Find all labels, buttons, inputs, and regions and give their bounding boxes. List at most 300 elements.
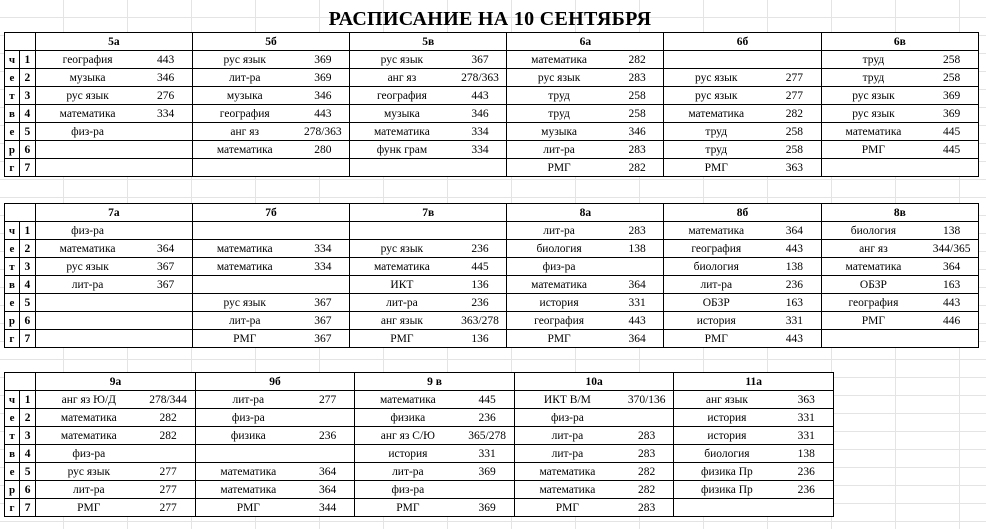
room-cell: 334	[139, 105, 192, 123]
room-cell: 277	[301, 391, 355, 409]
subject-cell: РМГ	[514, 499, 620, 517]
subject-cell: рус язык	[35, 87, 139, 105]
lesson-number: 1	[20, 391, 36, 409]
room-cell: 445	[460, 391, 514, 409]
subject-cell: рус язык	[664, 69, 768, 87]
subject-cell: история	[355, 445, 461, 463]
subject-cell: география	[821, 294, 925, 312]
subject-cell: биология	[664, 258, 768, 276]
subject-cell: лит-ра	[507, 141, 611, 159]
room-cell: 346	[454, 105, 507, 123]
lesson-number: 5	[19, 294, 35, 312]
subject-cell: рус язык	[192, 51, 296, 69]
subject-cell: история	[674, 409, 780, 427]
room-cell: 346	[611, 123, 664, 141]
room-cell: 236	[301, 427, 355, 445]
room-cell	[139, 330, 192, 348]
room-cell: 236	[454, 240, 507, 258]
room-cell: 258	[611, 105, 664, 123]
subject-cell: биология	[674, 445, 780, 463]
room-cell: 369	[925, 105, 978, 123]
room-cell: 236	[460, 409, 514, 427]
room-cell: 363	[768, 159, 821, 177]
subject-cell: ИКТ	[350, 276, 454, 294]
subject-cell: математика	[821, 123, 925, 141]
lesson-row	[5, 427, 834, 445]
class-header: 5б	[192, 33, 349, 51]
subject-cell: математика	[507, 51, 611, 69]
class-header: 11а	[674, 373, 834, 391]
class-header: 8в	[821, 204, 978, 222]
subject-cell: рус язык	[350, 240, 454, 258]
day-letter: р	[5, 141, 20, 159]
day-letter: т	[5, 427, 20, 445]
room-cell: 277	[768, 69, 821, 87]
subject-cell: биология	[507, 240, 611, 258]
subject-cell: математика	[35, 240, 139, 258]
subject-cell: лит-ра	[514, 427, 620, 445]
lesson-number: 2	[20, 409, 36, 427]
class-header: 6а	[507, 33, 664, 51]
room-cell: 282	[611, 51, 664, 69]
lesson-number: 7	[19, 159, 35, 177]
subject-cell: физ-ра	[35, 123, 139, 141]
room-cell: 445	[925, 141, 978, 159]
room-cell: 344	[301, 499, 355, 517]
room-cell: 282	[141, 409, 195, 427]
room-cell: 331	[768, 312, 821, 330]
class-header: 5а	[35, 33, 192, 51]
room-cell: 280	[297, 141, 350, 159]
room-cell: 369	[925, 87, 978, 105]
subject-cell	[664, 51, 768, 69]
subject-cell: физ-ра	[355, 481, 461, 499]
room-cell: 282	[768, 105, 821, 123]
day-letter: е	[5, 294, 20, 312]
lesson-row	[5, 312, 979, 330]
room-cell: 445	[925, 123, 978, 141]
subject-cell	[35, 330, 139, 348]
subject-cell: биология	[821, 222, 925, 240]
room-cell: 278/363	[454, 69, 507, 87]
room-cell	[768, 51, 821, 69]
day-letter: е	[5, 409, 20, 427]
room-cell: 367	[139, 258, 192, 276]
subject-cell: математика	[195, 481, 301, 499]
subject-cell: математика	[821, 258, 925, 276]
subject-cell: математика	[192, 240, 296, 258]
subject-cell: РМГ	[195, 499, 301, 517]
subject-cell: труд	[507, 87, 611, 105]
room-cell: 344/365	[925, 240, 978, 258]
lesson-number: 2	[19, 240, 35, 258]
subject-cell: математика	[36, 427, 142, 445]
subject-cell: РМГ	[664, 159, 768, 177]
lesson-number: 1	[19, 51, 35, 69]
subject-cell: функ грам	[350, 141, 454, 159]
room-cell: 278/363	[297, 123, 350, 141]
class-header: 6в	[821, 33, 978, 51]
subject-cell: лит-ра	[192, 312, 296, 330]
subject-cell: РМГ	[507, 330, 611, 348]
room-cell: 367	[297, 294, 350, 312]
subject-cell	[35, 312, 139, 330]
day-letter: ч	[5, 222, 20, 240]
lesson-number: 7	[19, 330, 35, 348]
room-cell: 364	[139, 240, 192, 258]
room-cell	[460, 481, 514, 499]
room-cell: 136	[454, 276, 507, 294]
subject-cell: рус язык	[192, 294, 296, 312]
room-cell: 282	[620, 463, 674, 481]
room-cell	[297, 159, 350, 177]
subject-cell: труд	[821, 51, 925, 69]
room-cell: 283	[611, 69, 664, 87]
room-cell: 363/278	[454, 312, 507, 330]
subject-cell: математика	[350, 258, 454, 276]
room-cell: 369	[460, 499, 514, 517]
class-header: 5в	[350, 33, 507, 51]
lesson-row	[5, 294, 979, 312]
day-letter: р	[5, 312, 20, 330]
lesson-row	[5, 330, 979, 348]
subject-cell: лит-ра	[507, 222, 611, 240]
lesson-row	[5, 159, 979, 177]
subject-cell: РМГ	[507, 159, 611, 177]
class-header: 9 в	[355, 373, 515, 391]
lesson-row	[5, 463, 834, 481]
room-cell: 367	[454, 51, 507, 69]
day-letter: в	[5, 445, 20, 463]
day-letter: в	[5, 276, 20, 294]
lesson-number: 4	[19, 276, 35, 294]
lesson-row	[5, 481, 834, 499]
subject-cell: лит-ра	[192, 69, 296, 87]
subject-cell: математика	[355, 391, 461, 409]
class-header: 8б	[664, 204, 821, 222]
subject-cell: рус язык	[36, 463, 142, 481]
subject-cell: рус язык	[350, 51, 454, 69]
room-cell: 334	[297, 258, 350, 276]
room-cell: 331	[780, 427, 834, 445]
subject-cell: математика	[35, 105, 139, 123]
room-cell: 277	[768, 87, 821, 105]
day-letter: г	[5, 159, 20, 177]
lesson-row	[5, 222, 979, 240]
room-cell: 283	[620, 427, 674, 445]
room-cell: 276	[139, 87, 192, 105]
lesson-row	[5, 409, 834, 427]
subject-cell: анг яз	[192, 123, 296, 141]
subject-cell: лит-ра	[355, 463, 461, 481]
subject-cell: рус язык	[821, 87, 925, 105]
room-cell	[611, 258, 664, 276]
lesson-number: 6	[19, 141, 35, 159]
room-cell	[139, 312, 192, 330]
subject-cell: музыка	[192, 87, 296, 105]
room-cell: 138	[768, 258, 821, 276]
subject-cell: РМГ	[355, 499, 461, 517]
subject-cell: ИКТ В/М	[514, 391, 620, 409]
subject-cell: лит-ра	[36, 481, 142, 499]
room-cell: 282	[611, 159, 664, 177]
room-cell: 258	[925, 51, 978, 69]
day-letter: е	[5, 123, 20, 141]
lesson-row	[5, 391, 834, 409]
room-cell: 443	[139, 51, 192, 69]
day-letter: г	[5, 499, 20, 517]
subject-cell: физ-ра	[35, 222, 139, 240]
subject-cell: физика	[195, 427, 301, 445]
subject-cell: физ-ра	[514, 409, 620, 427]
room-cell: 364	[611, 276, 664, 294]
subject-cell	[821, 159, 925, 177]
subject-cell: ОБЗР	[821, 276, 925, 294]
subject-cell: математика	[36, 409, 142, 427]
subject-cell: история	[664, 312, 768, 330]
room-cell: 278/344	[141, 391, 195, 409]
room-cell: 443	[297, 105, 350, 123]
subject-cell: ОБЗР	[664, 294, 768, 312]
header-corner	[5, 33, 36, 51]
subject-cell: физ-ра	[507, 258, 611, 276]
subject-cell	[192, 276, 296, 294]
room-cell: 369	[297, 51, 350, 69]
lesson-row	[5, 276, 979, 294]
room-cell: 331	[611, 294, 664, 312]
lesson-number: 6	[19, 312, 35, 330]
subject-cell	[350, 222, 454, 240]
day-letter: т	[5, 258, 20, 276]
subject-cell: анг яз	[821, 240, 925, 258]
room-cell	[301, 445, 355, 463]
class-header: 7в	[350, 204, 507, 222]
room-cell	[454, 159, 507, 177]
subject-cell	[35, 141, 139, 159]
room-cell: 369	[297, 69, 350, 87]
room-cell: 236	[768, 276, 821, 294]
subject-cell: физика	[355, 409, 461, 427]
room-cell: 277	[141, 463, 195, 481]
subject-cell: РМГ	[821, 141, 925, 159]
day-letter: в	[5, 105, 20, 123]
subject-cell: музыка	[35, 69, 139, 87]
room-cell: 364	[611, 330, 664, 348]
subject-cell: физ-ра	[36, 445, 142, 463]
room-cell: 363	[780, 391, 834, 409]
room-cell: 334	[454, 141, 507, 159]
header-corner	[5, 373, 36, 391]
room-cell: 365/278	[460, 427, 514, 445]
room-cell	[780, 499, 834, 517]
room-cell: 138	[611, 240, 664, 258]
lesson-row	[5, 499, 834, 517]
lesson-row	[5, 69, 979, 87]
subject-cell: музыка	[350, 105, 454, 123]
subject-cell: анг язык	[350, 312, 454, 330]
room-cell: 346	[139, 69, 192, 87]
subject-cell: география	[350, 87, 454, 105]
subject-cell: труд	[507, 105, 611, 123]
room-cell	[620, 409, 674, 427]
subject-cell	[192, 159, 296, 177]
class-header: 9а	[36, 373, 196, 391]
day-letter: е	[5, 69, 20, 87]
subject-cell: физ-ра	[195, 409, 301, 427]
class-header: 9б	[195, 373, 355, 391]
room-cell: 277	[141, 499, 195, 517]
lesson-number: 1	[19, 222, 35, 240]
lesson-number: 7	[20, 499, 36, 517]
room-cell: 443	[454, 87, 507, 105]
room-cell: 258	[768, 123, 821, 141]
lesson-number: 4	[19, 105, 35, 123]
room-cell	[139, 222, 192, 240]
room-cell: 367	[297, 312, 350, 330]
room-cell: 258	[611, 87, 664, 105]
room-cell: 236	[780, 463, 834, 481]
room-cell: 282	[141, 427, 195, 445]
lesson-row	[5, 51, 979, 69]
day-letter: т	[5, 87, 20, 105]
room-cell	[925, 330, 978, 348]
lesson-number: 3	[20, 427, 36, 445]
subject-cell: лит-ра	[195, 391, 301, 409]
subject-cell: география	[664, 240, 768, 258]
day-letter: р	[5, 481, 20, 499]
subject-cell: математика	[350, 123, 454, 141]
subject-cell: анг яз Ю/Д	[36, 391, 142, 409]
subject-cell: математика	[192, 258, 296, 276]
room-cell: 334	[454, 123, 507, 141]
schedule-block-9-11	[4, 372, 834, 517]
lesson-row	[5, 123, 979, 141]
day-letter: ч	[5, 51, 20, 69]
lesson-row	[5, 87, 979, 105]
subject-cell: лит-ра	[664, 276, 768, 294]
room-cell: 346	[297, 87, 350, 105]
subject-cell	[35, 159, 139, 177]
room-cell: 446	[925, 312, 978, 330]
subject-cell: математика	[664, 105, 768, 123]
room-cell: 445	[454, 258, 507, 276]
lesson-number: 6	[20, 481, 36, 499]
lesson-number: 3	[19, 87, 35, 105]
subject-cell: математика	[192, 141, 296, 159]
room-cell: 283	[620, 445, 674, 463]
room-cell: 364	[925, 258, 978, 276]
subject-cell	[674, 499, 780, 517]
class-header: 7а	[35, 204, 192, 222]
schedule-block-5-6	[4, 32, 979, 177]
lesson-row	[5, 240, 979, 258]
subject-cell: лит-ра	[35, 276, 139, 294]
subject-cell	[35, 294, 139, 312]
subject-cell: анг яз С/Ю	[355, 427, 461, 445]
lesson-number: 5	[20, 463, 36, 481]
subject-cell: математика	[514, 481, 620, 499]
subject-cell: история	[507, 294, 611, 312]
subject-cell: лит-ра	[514, 445, 620, 463]
room-cell	[297, 222, 350, 240]
subject-cell: география	[192, 105, 296, 123]
subject-cell: история	[674, 427, 780, 445]
subject-cell: РМГ	[821, 312, 925, 330]
room-cell	[139, 294, 192, 312]
subject-cell	[350, 159, 454, 177]
room-cell: 334	[297, 240, 350, 258]
subject-cell: труд	[664, 141, 768, 159]
subject-cell: рус язык	[821, 105, 925, 123]
lesson-number: 5	[19, 123, 35, 141]
subject-cell: музыка	[507, 123, 611, 141]
room-cell: 364	[768, 222, 821, 240]
room-cell: 282	[620, 481, 674, 499]
room-cell	[297, 276, 350, 294]
header-corner	[5, 204, 36, 222]
subject-cell: труд	[821, 69, 925, 87]
room-cell: 138	[925, 222, 978, 240]
class-header: 7б	[192, 204, 349, 222]
subject-cell: РМГ	[192, 330, 296, 348]
subject-cell: рус язык	[664, 87, 768, 105]
room-cell: 236	[780, 481, 834, 499]
room-cell	[925, 159, 978, 177]
room-cell: 283	[620, 499, 674, 517]
subject-cell: анг яз	[350, 69, 454, 87]
class-header: 8а	[507, 204, 664, 222]
room-cell	[139, 123, 192, 141]
day-letter: г	[5, 330, 20, 348]
room-cell: 283	[611, 222, 664, 240]
schedule-block-7-8	[4, 203, 979, 348]
subject-cell: математика	[514, 463, 620, 481]
class-header: 10а	[514, 373, 674, 391]
room-cell	[454, 222, 507, 240]
day-letter: е	[5, 240, 20, 258]
lesson-number: 4	[20, 445, 36, 463]
subject-cell: физика Пр	[674, 481, 780, 499]
room-cell: 367	[297, 330, 350, 348]
room-cell: 369	[460, 463, 514, 481]
day-letter: ч	[5, 391, 20, 409]
day-letter: е	[5, 463, 20, 481]
subject-cell	[821, 330, 925, 348]
lesson-number: 3	[19, 258, 35, 276]
subject-cell: лит-ра	[350, 294, 454, 312]
room-cell: 364	[301, 463, 355, 481]
subject-cell: РМГ	[664, 330, 768, 348]
room-cell	[141, 445, 195, 463]
subject-cell: география	[35, 51, 139, 69]
page-title: РАСПИСАНИЕ НА 10 СЕНТЯБРЯ	[328, 8, 652, 30]
room-cell: 163	[768, 294, 821, 312]
subject-cell: анг язык	[674, 391, 780, 409]
lesson-row	[5, 445, 834, 463]
subject-cell: математика	[195, 463, 301, 481]
subject-cell	[192, 222, 296, 240]
lesson-number: 2	[19, 69, 35, 87]
subject-cell: физика Пр	[674, 463, 780, 481]
room-cell: 258	[925, 69, 978, 87]
room-cell: 163	[925, 276, 978, 294]
subject-cell	[195, 445, 301, 463]
room-cell: 443	[768, 330, 821, 348]
subject-cell: математика	[664, 222, 768, 240]
room-cell: 364	[301, 481, 355, 499]
room-cell: 443	[768, 240, 821, 258]
lesson-row	[5, 105, 979, 123]
